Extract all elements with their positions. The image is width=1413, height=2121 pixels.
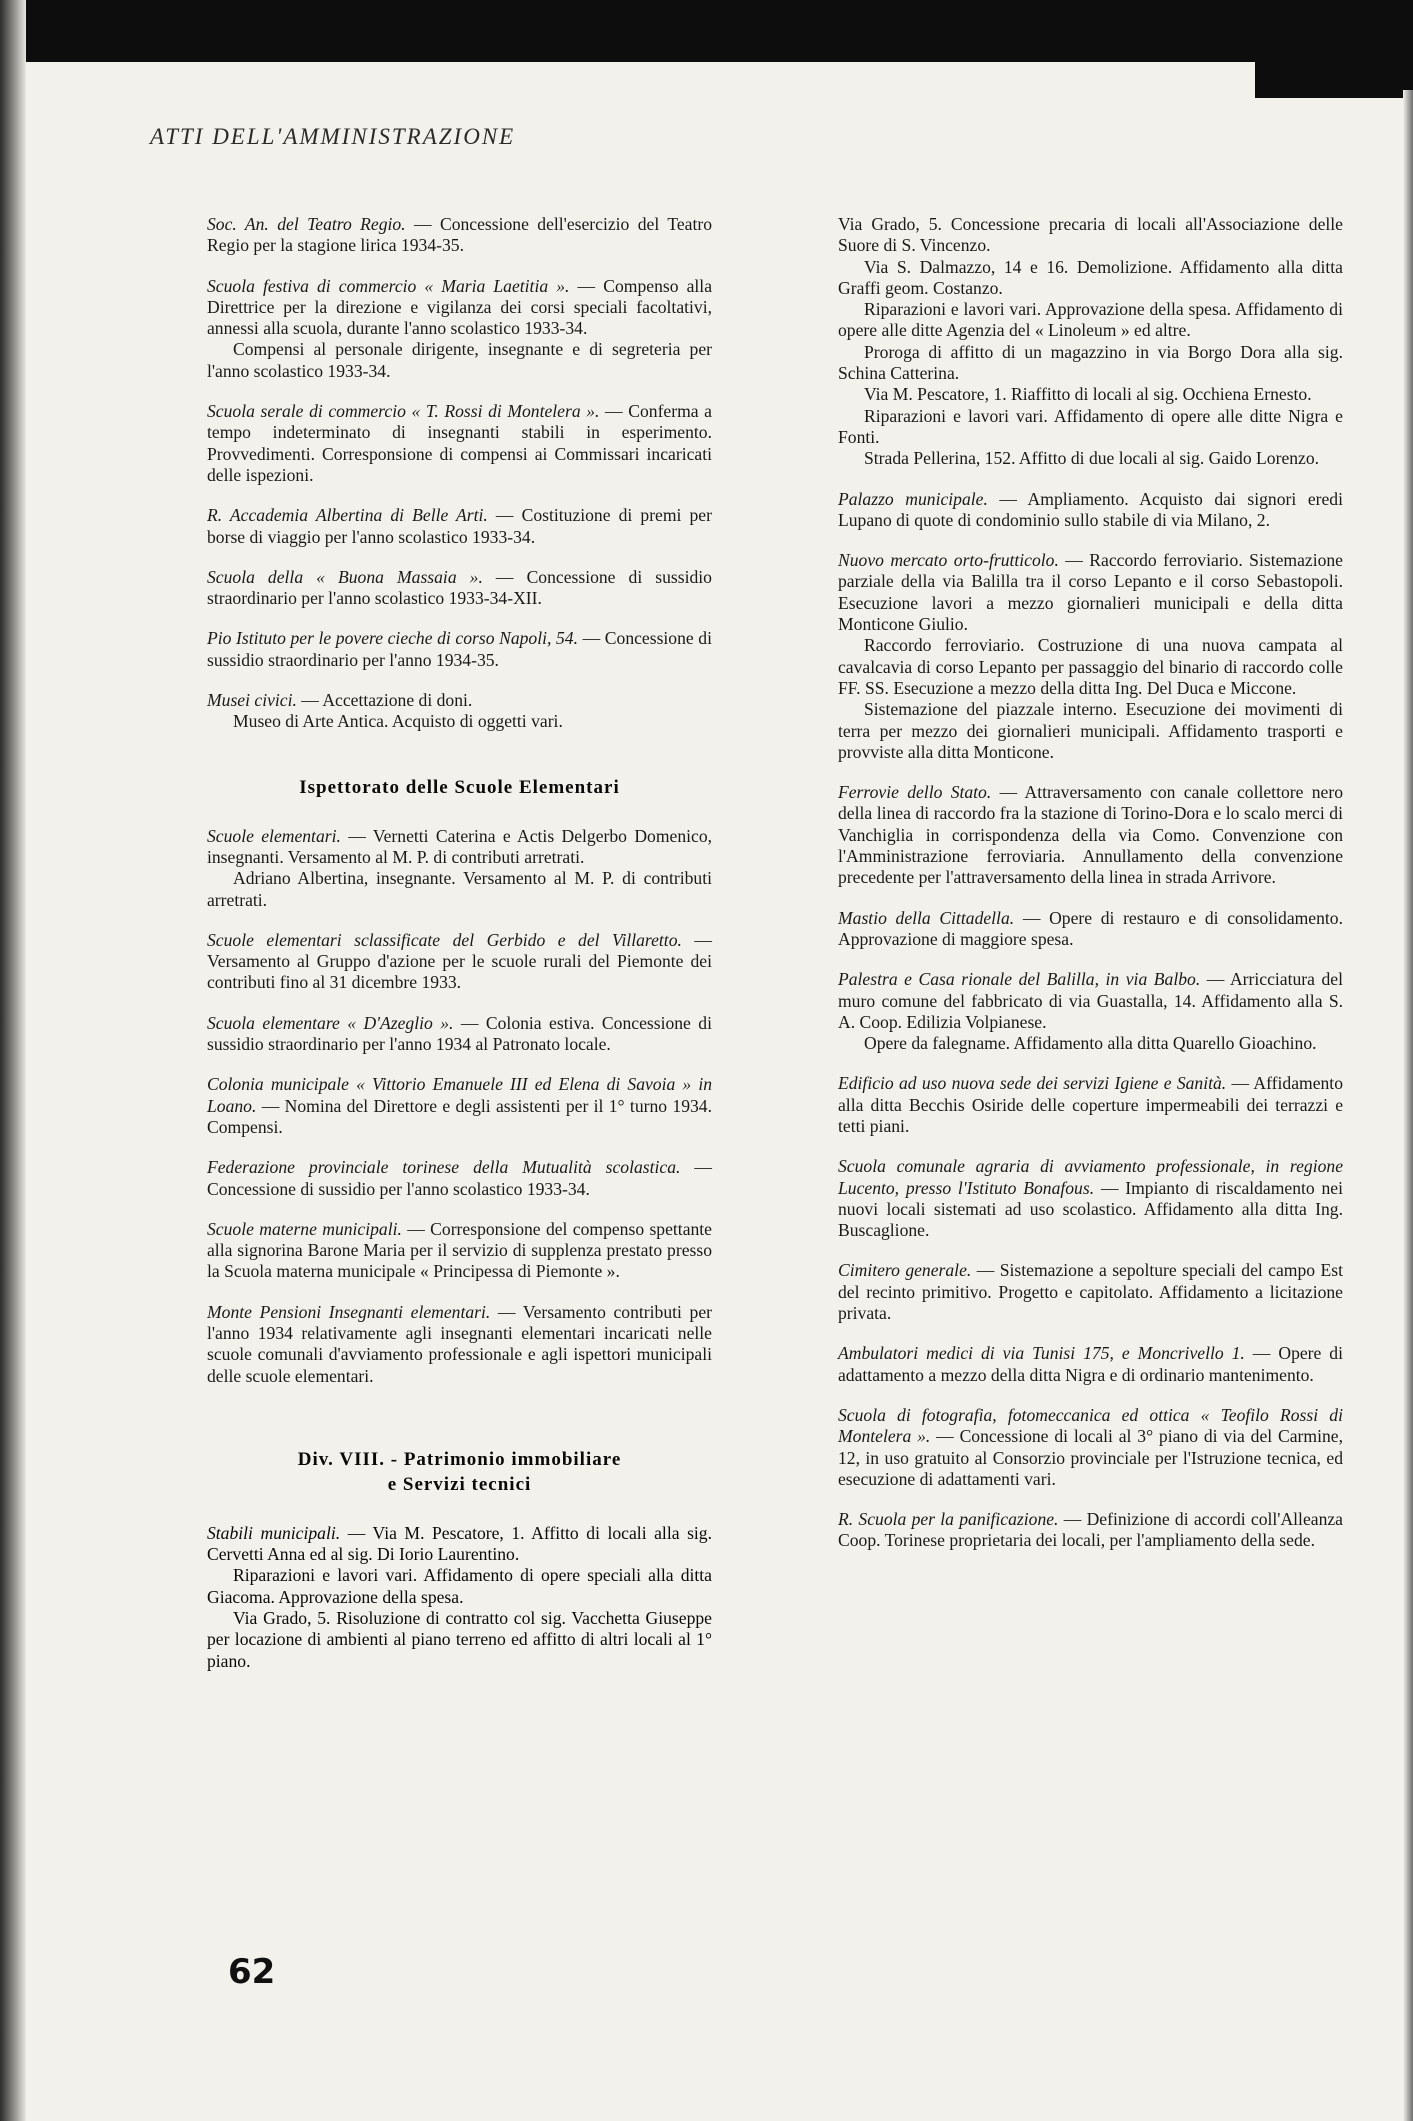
continuation-paragraph: Riparazioni e lavori vari. Affidamento di opere alle ditte Nigra e Fonti. xyxy=(838,405,1343,447)
entry-subparagraph xyxy=(838,699,1343,763)
continuation-paragraph: Via M. Pescatore, 1. Riaffitto di locali al sig. Occhiena Ernesto. xyxy=(864,384,1312,405)
entry-heading: Scuole elementari. xyxy=(207,825,341,846)
continuation-block xyxy=(838,214,1343,470)
entry-text: — Ampliamento. Acquisto dai signori eredi Lupano di quote di condominio sullo stabile di via Milano, 2. xyxy=(838,488,1343,530)
entry-heading: Scuola festiva di commercio « Maria Laetitia ». xyxy=(207,275,570,296)
entry-text: — Versamento contributi per l'anno 1934 relativamente agli insegnanti elementari incaricati nelle scuole comunali d'avviamento professionale e agli ispettori municipali delle scuole elementari. xyxy=(207,1301,712,1386)
entry-heading: Scuola comunale agraria di avviamento professionale, in regione Lucento, presso l'Istituto Bonafous. xyxy=(838,1156,1343,1198)
entry-text: Raccordo ferroviario. Costruzione di una nuova campata al cavalcavia di corso Lepanto per passaggio del binario di raccordo colle FF. SS. Esecuzione a mezzo della ditta Ing. Del Duca e Miccone. xyxy=(838,635,1343,698)
entry-paragraph xyxy=(838,1260,1343,1324)
entry-paragraph xyxy=(838,1405,1343,1490)
entry xyxy=(207,505,712,548)
entry-heading: Mastio della Cittadella. xyxy=(838,907,1015,928)
entry-paragraph xyxy=(838,1156,1343,1241)
entry xyxy=(207,401,712,486)
section-title-line-2: e Servizi tecnici xyxy=(387,1473,532,1495)
entry-paragraph xyxy=(838,550,1343,635)
entry-text: Sistemazione del piazzale interno. Esecuzione dei movimenti di terra per mezzo dei giornalieri municipali. Affidamento trasporti e provviste alla ditta Monticone. xyxy=(838,699,1343,762)
entry-heading: R. Scuola per la panificazione. xyxy=(838,1509,1059,1530)
scan-border-top xyxy=(0,0,1413,62)
entry-text: — Nomina del Direttore e degli assistenti per il 1° turno 1934. Compensi. xyxy=(207,1095,712,1137)
entry-text: — Colonia estiva. Concessione di sussidio straordinario per l'anno 1934 al Patronato locale. xyxy=(207,1012,712,1055)
entry-heading: Colonia municipale « Vittorio Emanuele III ed Elena di Savoia » in Loano. xyxy=(207,1074,712,1116)
ispettorato-entries xyxy=(207,826,712,1387)
entry xyxy=(838,1405,1343,1490)
running-header: ATTI DELL'AMMINISTRAZIONE xyxy=(150,124,516,149)
entry-text: — Concessione di sussidio straordinario per l'anno 1934-35. xyxy=(207,628,712,670)
continuation-paragraph: Via Grado, 5. Concessione precaria di locali all'Associazione delle Suore di S. Vincenzo. xyxy=(838,214,1343,256)
entry-heading: Ferrovie dello Stato. xyxy=(838,782,992,803)
entry-text: — Sistemazione a sepolture speciali del campo Est del recinto primitivo. Progetto e capitolato. Affidamento a licitazione privata. xyxy=(838,1260,1343,1324)
entry xyxy=(207,1219,712,1283)
entry-heading: Federazione provinciale torinese della Mutualità scolastica. xyxy=(207,1157,681,1178)
entry-paragraph xyxy=(207,276,712,340)
entry-text: — Affidamento alla ditta Becchis Osiride delle coperture impermeabili dei terrazzi e tetti piani. xyxy=(838,1073,1343,1136)
entry-text: — Concessione di locali al 3° piano di via del Carmine, 12, in uso gratuito al Consorzio provinciale per l'Istruzione tecnica, ed esecuzione di adattamenti vari. xyxy=(838,1426,1343,1489)
page-number: 62 xyxy=(228,1952,276,1992)
entry xyxy=(207,1157,712,1200)
entry xyxy=(838,969,1343,1054)
entry xyxy=(207,1074,712,1138)
section-title-div-viii xyxy=(207,1447,712,1497)
continuation-paragraph: Strada Pellerina, 152. Affitto di due locali al sig. Gaido Lorenzo. xyxy=(864,448,1320,469)
entry-heading: Scuole elementari sclassificate del Gerbido e del Villaretto. xyxy=(207,929,682,950)
entry xyxy=(838,782,1343,888)
entry-paragraph xyxy=(838,1509,1343,1552)
entry-subparagraph xyxy=(207,1565,712,1608)
entry xyxy=(207,1523,712,1672)
entry-text: Compensi al personale dirigente, insegnante e di segreteria per l'anno scolastico 1933-34. xyxy=(207,339,712,381)
scan-border-corner xyxy=(1255,0,1413,98)
entry-paragraph xyxy=(207,826,712,869)
entry xyxy=(207,690,712,733)
entry-paragraph xyxy=(207,1013,712,1056)
entry-heading: Scuola elementare « D'Azeglio ». xyxy=(207,1012,454,1033)
scan-border-right xyxy=(1403,90,1413,2121)
entry-heading: Scuole materne municipali. xyxy=(207,1218,402,1239)
section-title-ispettorato: Ispettorato delle Scuole Elementari xyxy=(299,776,620,798)
entry-paragraph xyxy=(838,908,1343,951)
entry-text: — Opere di adattamento a mezzo della ditta Nigra e di ordinario mantenimento. xyxy=(838,1343,1343,1385)
entry-subparagraph xyxy=(838,1033,1343,1054)
entry xyxy=(838,1073,1343,1137)
entry-paragraph xyxy=(207,505,712,548)
entry-heading: Pio Istituto per le povere cieche di corso Napoli, 54. xyxy=(207,628,578,649)
entry-subparagraph xyxy=(838,635,1343,699)
entry xyxy=(207,1013,712,1056)
entry-text: Riparazioni e lavori vari. Affidamento di opere speciali alla ditta Giacoma. Approvazione della spesa. xyxy=(207,1565,712,1607)
entry xyxy=(838,1509,1343,1552)
entry-text: — Compenso alla Direttrice per la direzione e vigilanza dei corsi speciali facoltativi, annessi alla scuola, durante l'anno scolastico 1933-34. xyxy=(207,275,712,339)
section-title-line-1: Div. VIII. - Patrimonio immobiliare xyxy=(297,1448,622,1470)
entry-paragraph xyxy=(207,401,712,486)
entry-heading: Ambulatori medici di via Tunisi 175, e Moncrivello 1. xyxy=(838,1343,1245,1364)
right-entries xyxy=(838,489,1343,1552)
entry xyxy=(838,489,1343,532)
entry-text: — Vernetti Caterina e Actis Delgerbo Domenico, insegnanti. Versamento al M. P. di contributi arretrati. xyxy=(207,825,713,867)
entry-paragraph xyxy=(838,1073,1343,1137)
div-viii-entries xyxy=(207,1523,712,1672)
entry-subparagraph xyxy=(207,711,712,732)
entry-paragraph xyxy=(207,1157,712,1200)
entry-text: Via Grado, 5. Risoluzione di contratto col sig. Vacchetta Giuseppe per locazione di ambienti al piano terreno ed affitto di altri locali al 1° piano. xyxy=(207,1608,712,1671)
entry-paragraph xyxy=(838,1343,1343,1386)
entry-text: — Concessione di sussidio per l'anno scolastico 1933-34. xyxy=(207,1157,712,1199)
entry-paragraph xyxy=(207,567,712,610)
entry-heading: Nuovo mercato orto-frutticolo. xyxy=(838,550,1059,571)
entry-heading: Monte Pensioni Insegnanti elementari. xyxy=(207,1301,491,1322)
entry xyxy=(207,1302,712,1387)
entry-paragraph xyxy=(207,628,712,671)
entry-text: — Attraversamento con canale collettore nero della linea di raccordo fra la stazione di Torino-Dora e lo scalo merci di Vanchiglia in corrispondenza della via Como. Convenzione con l'Amministrazione ferroviaria. Annullamento della convenzione precedente per l'attraversamento della linea in strada Arrivore. xyxy=(838,782,1343,888)
entry-paragraph xyxy=(207,1523,712,1566)
entry-heading: Cimitero generale. xyxy=(838,1260,972,1281)
left-entries xyxy=(207,214,712,733)
continuation-paragraph: Proroga di affitto di un magazzino in via Borgo Dora alla sig. Schina Catterina. xyxy=(838,341,1343,384)
entry xyxy=(838,1343,1343,1386)
scan-border-left xyxy=(0,0,26,2121)
entry-heading: Palazzo municipale. xyxy=(838,488,988,509)
entry xyxy=(207,628,712,671)
entry-heading: Scuola serale di commercio « T. Rossi di Montelera ». xyxy=(207,401,600,422)
entry-paragraph xyxy=(207,214,712,257)
entry-heading: Scuola della « Buona Massaia ». xyxy=(207,566,483,587)
entry xyxy=(207,826,712,911)
entry-text: — Corresponsione del compenso spettante alla signorina Barone Maria per il servizio di supplenza prestato presso la Scuola materna municipale « Principessa di Piemonte ». xyxy=(207,1218,712,1282)
continuation-paragraph: Riparazioni e lavori vari. Approvazione della spesa. Affidamento di opere alle ditte Agenzia del « Linoleum » ed altre. xyxy=(838,299,1343,341)
entry-text: Opere da falegname. Affidamento alla ditta Quarello Gioachino. xyxy=(864,1033,1317,1054)
entry-heading: Scuola di fotografia, fotomeccanica ed ottica « Teofilo Rossi di Montelera ». xyxy=(838,1404,1343,1447)
entry-subparagraph xyxy=(207,1608,712,1672)
left-column xyxy=(207,214,712,1691)
entry-paragraph xyxy=(838,969,1343,1033)
entry xyxy=(207,214,712,257)
entry-heading: Stabili municipali. xyxy=(207,1522,341,1543)
entry xyxy=(207,276,712,382)
entry-paragraph xyxy=(207,930,712,994)
entry xyxy=(838,908,1343,951)
entry-text: — Concessione dell'esercizio del Teatro Regio per la stagione lirica 1934-35. xyxy=(207,214,712,256)
entry-paragraph xyxy=(838,782,1343,888)
entry-paragraph xyxy=(207,1302,712,1387)
entry-heading: Edificio ad uso nuova sede dei servizi Igiene e Sanità. xyxy=(838,1073,1227,1094)
entry-text: — Opere di restauro e di consolidamento. Approvazione di maggiore spesa. xyxy=(838,907,1344,949)
entry-text: Museo di Arte Antica. Acquisto di oggetti vari. xyxy=(233,711,563,732)
entry xyxy=(207,930,712,994)
entry-text: — Versamento al Gruppo d'azione per le scuole rurali del Piemonte dei contributi fino al 31 dicembre 1933. xyxy=(207,929,712,993)
entry-paragraph xyxy=(207,1074,712,1138)
right-column xyxy=(838,214,1343,1571)
continuation-paragraph: Via S. Dalmazzo, 14 e 16. Demolizione. Affidamento alla ditta Graffi geom. Costanzo. xyxy=(838,256,1343,298)
entry xyxy=(838,550,1343,763)
entry-text: — Costituzione di premi per borse di viaggio per l'anno scolastico 1933-34. xyxy=(207,505,712,547)
entry-subparagraph xyxy=(207,339,712,382)
entry-heading: Soc. An. del Teatro Regio. xyxy=(207,214,406,234)
entry-text: — Arricciatura del muro comune del fabbricato di via Guastalla, 14. Affidamento alla S. A. Coop. Edilizia Volpianese. xyxy=(838,969,1343,1032)
entry-heading: R. Accademia Albertina di Belle Arti. xyxy=(207,505,488,526)
entry-text: — Conferma a tempo indeterminato di insegnanti stabili in esperimento. Provvedimenti. Corresponsione di compensi ai Commissari incaricati delle ispezioni. xyxy=(207,401,712,485)
entry xyxy=(838,1260,1343,1324)
entry xyxy=(838,1156,1343,1241)
entry-text: — Raccordo ferroviario. Sistemazione parziale della via Balilla tra il corso Lepanto e il corso Sebastopoli. Esecuzione lavori a mezzo giornalieri municipali e della ditta Monticone Giulio. xyxy=(838,550,1343,635)
entry-text: — Accettazione di doni. xyxy=(301,690,473,711)
entry-text: — Via M. Pescatore, 1. Affitto di locali alla sig. Cervetti Anna ed al sig. Di Iorio Laurentino. xyxy=(207,1522,712,1565)
entry-heading: Palestra e Casa rionale del Balilla, in via Balbo. xyxy=(838,969,1201,990)
entry-paragraph xyxy=(207,690,712,711)
entry xyxy=(207,567,712,610)
entry-subparagraph xyxy=(207,868,712,911)
entry-text: Adriano Albertina, insegnante. Versamento al M. P. di contributi arretrati. xyxy=(207,868,712,910)
entry-text: — Concessione di sussidio straordinario per l'anno scolastico 1933-34-XII. xyxy=(207,566,712,609)
entry-text: — Definizione di accordi coll'Alleanza Coop. Torinese proprietaria dei locali, per l'ampliamento della sede. xyxy=(838,1509,1343,1551)
entry-paragraph xyxy=(207,1219,712,1283)
entry-paragraph xyxy=(838,489,1343,532)
entry-heading: Musei civici. xyxy=(207,690,297,711)
entry-text: — Impianto di riscaldamento nei nuovi locali sistemati ad uso scolastico. Affidamento alla ditta Ing. Buscaglione. xyxy=(838,1177,1343,1241)
